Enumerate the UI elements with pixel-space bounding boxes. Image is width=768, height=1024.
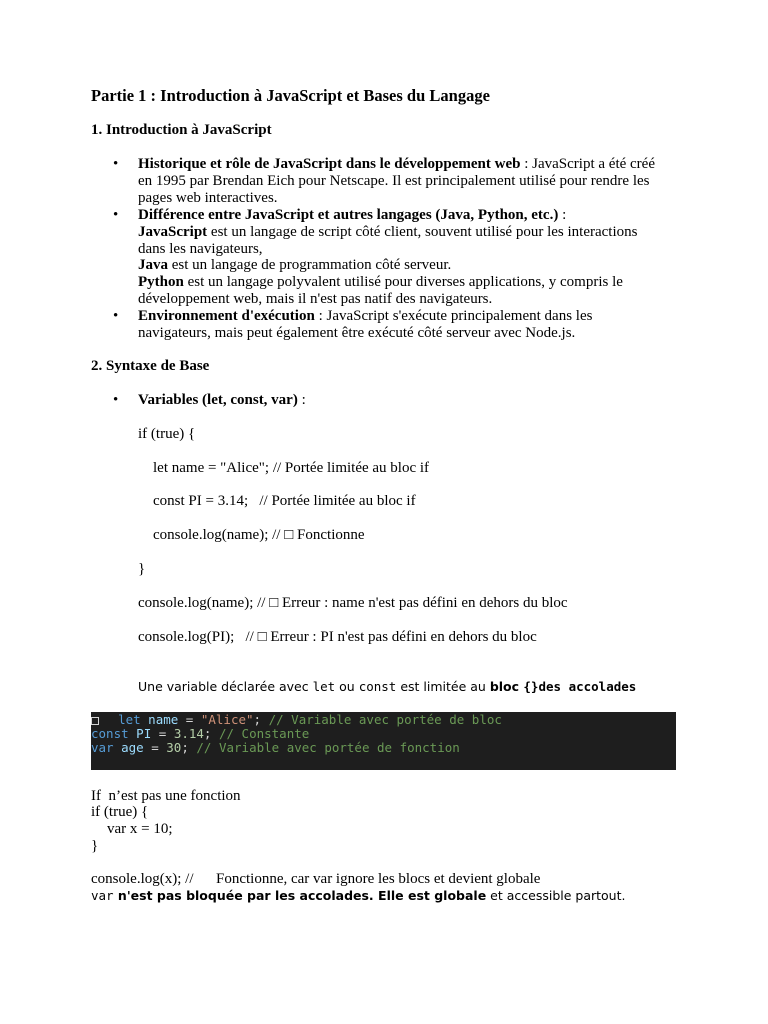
code-block	[91, 712, 676, 770]
list-item	[138, 308, 592, 325]
code-number: 3.14	[173, 726, 204, 741]
list-item-line: développement web, mais il n'est pas natif des navigateurs.	[138, 291, 493, 307]
bullet-bold: Différence entre JavaScript et autres langages (Java, Python, etc.)	[138, 207, 559, 223]
note-text: ou	[335, 679, 359, 694]
inline-code-const: const	[358, 679, 397, 694]
page-title: Partie 1 : Introduction à JavaScript et Bases du Langage	[91, 86, 490, 105]
code-number: 30	[166, 740, 182, 755]
text-line: If n’est pas une fonction	[91, 788, 241, 804]
code-operator: =	[151, 726, 174, 741]
code-comment: // Constante	[211, 726, 310, 741]
note-text: et accessible partout.	[486, 888, 626, 903]
note-bold: bloc	[489, 679, 524, 694]
inline-code-let: let	[312, 679, 336, 694]
bullet-marker: •	[113, 156, 119, 172]
code-semicolon: ;	[181, 740, 189, 755]
text-line: console.log(x); // Fonctionne, car var ignore les blocs et devient globale	[91, 871, 541, 887]
bullet-text: : JavaScript s'exécute principalement dans les	[314, 308, 593, 324]
square-icon	[91, 717, 99, 725]
final-note	[91, 888, 625, 904]
code-line: const PI = 3.14; // Portée limitée au bloc if	[153, 493, 416, 509]
code-block-line	[91, 726, 309, 741]
term-text: est un langage polyvalent utilisé pour diverses applications, y compris le	[183, 274, 623, 290]
list-item-line: en 1995 par Brendan Eich pour Netscape. Il est principalement utilisé pour rendre les	[138, 173, 650, 189]
code-identifier: age	[121, 740, 144, 755]
term-text: est un langage de script côté client, souvent utilisé pour les interactions	[207, 224, 638, 240]
list-item	[138, 207, 566, 224]
bullet-marker: •	[113, 207, 119, 223]
section-heading: 2. Syntaxe de Base	[91, 358, 210, 374]
inline-code-var: var	[91, 888, 114, 903]
list-item-line: dans les navigateurs,	[138, 241, 263, 257]
list-item-line	[138, 224, 637, 241]
code-keyword: let	[118, 712, 141, 727]
bullet-text: : JavaScript a été créé	[520, 156, 655, 172]
bullet-bold: Environnement d'exécution	[138, 308, 315, 324]
note-text: est limitée au	[396, 679, 490, 694]
scope-note	[138, 679, 636, 695]
list-item	[138, 156, 655, 173]
list-item-line	[138, 274, 623, 291]
term-javascript: JavaScript	[138, 224, 208, 240]
term-text: est un langage de programmation côté serveur.	[168, 257, 452, 273]
bullet-text: :	[297, 392, 306, 408]
code-identifier: PI	[136, 726, 152, 741]
bullet-marker: •	[113, 308, 119, 324]
list-item-line	[138, 257, 451, 274]
bullet-text: :	[558, 207, 567, 223]
code-keyword: var	[91, 740, 114, 755]
code-line: console.log(name); // □ Erreur : name n'est pas défini en dehors du bloc	[138, 595, 568, 611]
bullet-bold: Historique et rôle de JavaScript dans le développement web	[138, 156, 521, 172]
note-text: Une variable déclarée avec	[138, 679, 313, 694]
code-comment: // Variable avec portée de bloc	[261, 712, 502, 727]
code-string: "Alice"	[200, 712, 254, 727]
text-line: var x = 10;	[107, 821, 173, 837]
code-semicolon: ;	[203, 726, 212, 741]
code-keyword: const	[91, 726, 129, 741]
bullet-marker: •	[113, 392, 119, 408]
code-line: console.log(PI); // □ Erreur : PI n'est pas défini en dehors du bloc	[138, 629, 537, 645]
code-line: let name = "Alice"; // Portée limitée au bloc if	[153, 460, 430, 476]
code-line: console.log(name); // □ Fonctionne	[153, 527, 365, 543]
code-operator: =	[143, 740, 167, 755]
text-line: if (true) {	[91, 804, 149, 820]
section-heading: 1. Introduction à JavaScript	[91, 122, 272, 138]
code-line: if (true) {	[138, 426, 196, 442]
code-semicolon: ;	[253, 712, 262, 727]
code-identifier: name	[148, 712, 179, 727]
text-line: }	[91, 838, 99, 854]
term-java: Java	[138, 257, 168, 273]
list-item-line: pages web interactives.	[138, 190, 278, 206]
code-block-line	[91, 740, 460, 755]
code-block-line	[91, 712, 502, 727]
code-comment: // Variable avec portée de fonction	[188, 740, 460, 755]
term-python: Python	[138, 274, 184, 290]
code-operator: =	[178, 712, 201, 727]
code-line: }	[138, 561, 146, 577]
note-bold: n'est pas bloquée par les accolades. Elle est globale	[113, 888, 487, 903]
inline-code-braces: {}	[523, 679, 539, 694]
list-item-line: navigateurs, mais peut également être exécuté côté serveur avec Node.js.	[138, 325, 576, 341]
note-bold-mono: des accolades	[538, 679, 637, 694]
list-item	[138, 392, 306, 409]
bullet-bold: Variables (let, const, var)	[138, 392, 298, 408]
